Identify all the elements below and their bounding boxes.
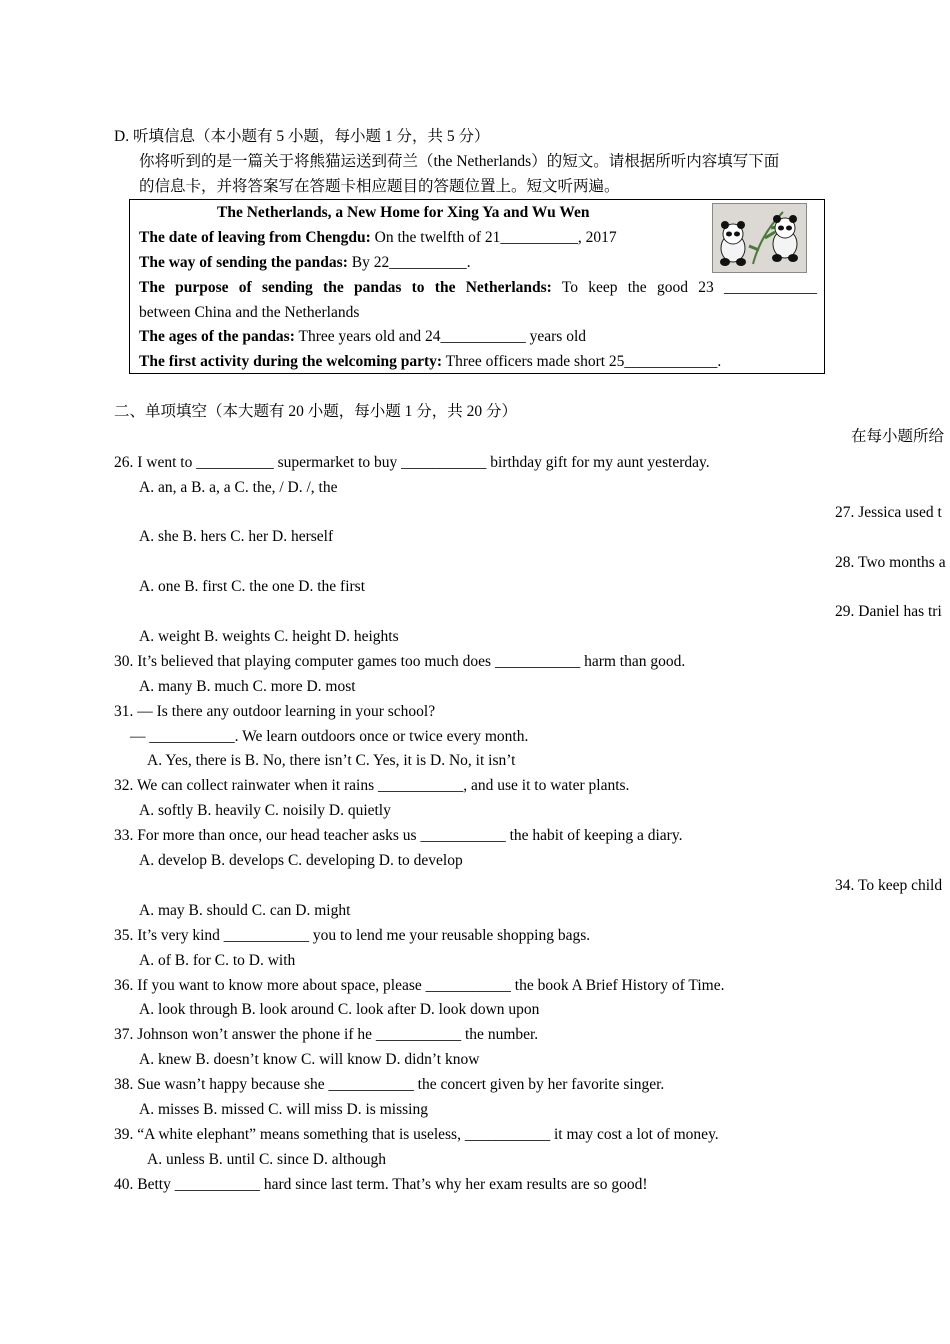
card-label: The ages of the pandas: [139, 328, 295, 345]
question-30-options: A. many B. much C. more D. most [139, 678, 356, 695]
question-40: 40. Betty ___________ hard since last term. That’s why her exam results are so good! [114, 1176, 648, 1193]
question-37-options: A. knew B. doesn’t know C. will know D. didn’t know [139, 1051, 480, 1068]
panda-icon [713, 204, 806, 272]
question-39: 39. “A white elephant” means something that is useless, ___________ it may cost a lot of money. [114, 1126, 719, 1143]
question-35-options: A. of B. for C. to D. with [139, 952, 296, 969]
question-31-reply: — ___________. We learn outdoors once or twice every month. [130, 728, 529, 745]
question-32: 32. We can collect rainwater when it rains ___________, and use it to water plants. [114, 777, 630, 794]
question-38: 38. Sue wasn’t happy because she ___________ the concert given by her favorite singer. [114, 1076, 665, 1093]
question-29-options: A. weight B. weights C. height D. heights [139, 628, 399, 645]
question-29: 29. Daniel has tri [835, 603, 942, 620]
card-text: On the twelfth of 21__________, 2017 [370, 229, 617, 246]
section-2-instruction: 在每小题所给 [851, 428, 945, 445]
card-row-date [139, 228, 617, 248]
section-d-instruction-cont: 的信息卡，并将答案写在答题卡相应题目的答题位置上。短文听两遍。 [139, 178, 620, 195]
question-36-options: A. look through B. look around C. look after D. look down upon [139, 1001, 540, 1018]
card-text: By 22__________. [347, 254, 471, 271]
question-31-options: A. Yes, there is B. No, there isn’t C. Yes, it is D. No, it isn’t [147, 752, 516, 769]
card-label: The date of leaving from Chengdu: [139, 229, 371, 246]
question-26: 26. I went to __________ supermarket to buy ___________ birthday gift for my aunt yesterday. [114, 454, 710, 471]
card-row-purpose-cont [139, 303, 359, 323]
card-row-purpose [139, 278, 817, 298]
card-text: Three officers made short 25____________. [442, 353, 722, 370]
question-30: 30. It’s believed that playing computer games too much does ___________ harm than good. [114, 653, 686, 670]
card-text: between China and the Netherlands [139, 304, 360, 321]
card-text: To keep the good 23 ____________ [551, 279, 817, 296]
card-label: The way of sending the pandas: [139, 254, 348, 271]
section-2-heading: 二、单项填空（本大题有 20 小题，每小题 1 分，共 20 分） [114, 403, 518, 420]
section-d-instruction: 你将听到的是一篇关于将熊猫运送到荷兰（the Netherlands）的短文。请根据所听内容填写下面 [139, 153, 780, 170]
question-27-options: A. she B. hers C. her D. herself [139, 528, 334, 545]
card-row-ages [139, 327, 586, 347]
card-label: The purpose of sending the pandas to the Netherlands: [139, 279, 552, 296]
card-label: The first activity during the welcoming party: [139, 353, 443, 370]
section-d-heading: D. 听填信息（本小题有 5 小题，每小题 1 分，共 5 分） [114, 128, 490, 145]
question-34-options: A. may B. should C. can D. might [139, 902, 351, 919]
question-33-options: A. develop B. develops C. developing D. to develop [139, 852, 463, 869]
question-39-options: A. unless B. until C. since D. although [147, 1151, 386, 1168]
question-37: 37. Johnson won’t answer the phone if he ___________ the number. [114, 1026, 539, 1043]
card-text: Three years old and 24___________ years old [294, 328, 587, 345]
question-38-options: A. misses B. missed C. will miss D. is missing [139, 1101, 428, 1118]
card-row-activity [139, 352, 721, 372]
question-31: 31. — Is there any outdoor learning in your school? [114, 703, 436, 720]
question-36: 36. If you want to know more about space, please ___________ the book A Brief History of Time. [114, 977, 725, 994]
question-27: 27. Jessica used t [835, 504, 942, 521]
question-26-options: A. an, a B. a, a C. the, / D. /, the [139, 479, 338, 496]
panda-illustration [712, 203, 807, 273]
card-row-way [139, 253, 471, 273]
question-35: 35. It’s very kind ___________ you to lend me your reusable shopping bags. [114, 927, 591, 944]
question-28-options: A. one B. first C. the one D. the first [139, 578, 366, 595]
question-28: 28. Two months a [835, 554, 946, 571]
question-33: 33. For more than once, our head teacher asks us ___________ the habit of keeping a diary. [114, 827, 683, 844]
card-title: The Netherlands, a New Home for Xing Ya and Wu Wen [217, 204, 590, 221]
question-32-options: A. softly B. heavily C. noisily D. quietly [139, 802, 391, 819]
question-34: 34. To keep child [835, 877, 943, 894]
